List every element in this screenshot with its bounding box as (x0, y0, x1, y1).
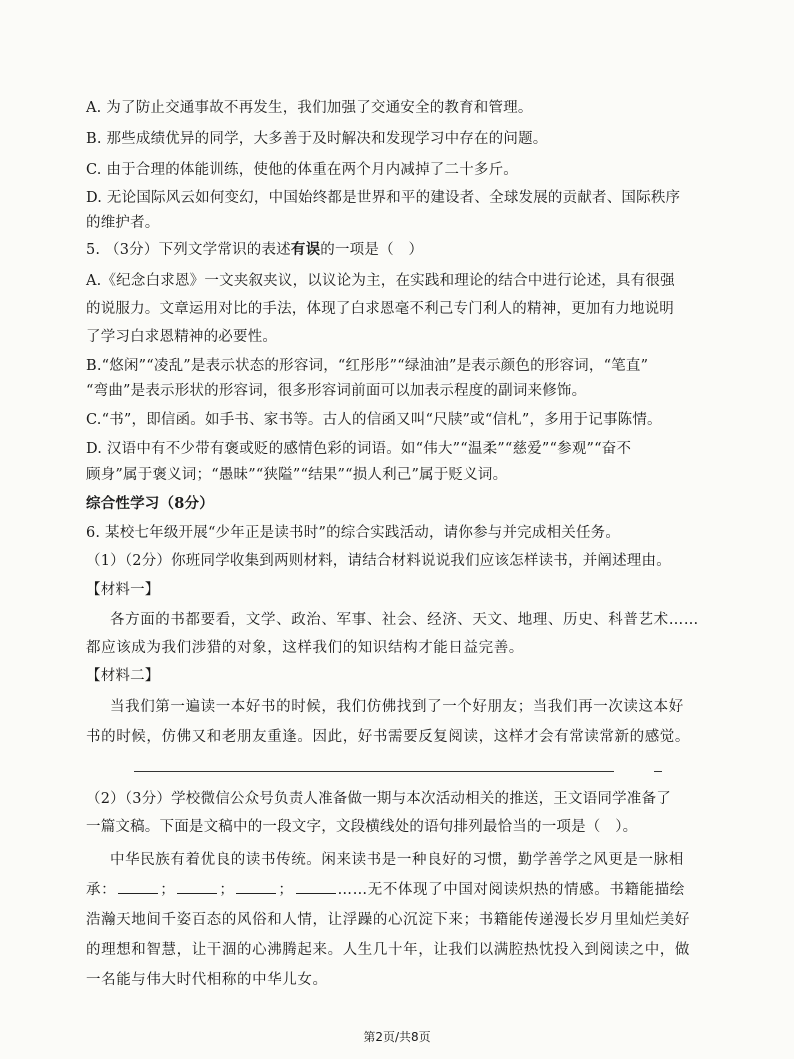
q5-line: A.《纪念白求恩》一文夹叙夹议，以议论为主，在实践和理论的结合中进行论述，具有很强 (86, 273, 675, 289)
q4-option-c: C. 由于合理的体能训练，使他的体重在两个月内减掉了二十多斤。 (86, 162, 518, 178)
q4-option-d: D. 无论国际风云如何变幻，中国始终都是世界和平的建设者、全球发展的贡献者、国际秩序 (86, 190, 681, 206)
q5-line: D. 汉语中有不少带有褒或贬的感情色彩的词语。如“伟大”“温柔”“慈爱”“参观”“奋不 (86, 441, 632, 457)
q5-line: 的说服力。文章运用对比的手法，体现了白求恩毫不利己专门利人的精神，更加有力地说明 (86, 301, 674, 317)
material1-line: 各方面的书都要看，文学、政治、军事、社会、经济、天文、地理、历史、科普艺术…… (110, 612, 699, 628)
fill-blank[interactable] (236, 881, 276, 894)
material2-line: 书的时候，仿佛又和老朋友重逢。因此，好书需要反复阅读，这样才会有常读常新的感觉。 (86, 729, 690, 745)
passage-sep: ； (160, 882, 176, 898)
q4-option-d-cont: 的维护者。 (86, 215, 160, 231)
passage-line: 中华民族有着优良的读书传统。闲来读书是一种良好的习惯，勤学善学之风更是一脉相 (110, 852, 684, 868)
passage-end: ……无不体现了中国对阅读炽热的情感。书籍能描绘 (337, 882, 685, 898)
q4-option-a: A. 为了防止交通事故不再发生，我们加强了交通安全的教育和管理。 (86, 100, 533, 116)
q5-stem-after: 的一项是（ ） (320, 242, 424, 258)
fill-blank[interactable] (118, 881, 158, 894)
passage-start: 承： (86, 882, 117, 898)
q6-intro: 6. 某校七年级开展“少年正是读书时”的综合实践活动，请你参与并完成相关任务。 (86, 525, 621, 541)
q5-line: C.“书”，即信函。如手书、家书等。古人的信函又叫“尺牍”或“信札”，多用于记事陈情。 (86, 412, 662, 428)
q4-option-b: B. 那些成绩优异的同学，大多善于及时解决和发现学习中存在的问题。 (86, 131, 548, 147)
q5-line: B.“悠闲”“凌乱”是表示状态的形容词，“红彤彤”“绿油油”是表示颜色的形容词，“笔直” (86, 358, 649, 374)
section-title: 综合性学习（8分） (86, 495, 214, 512)
material2-label: 【材料二】 (86, 668, 160, 684)
q6-part2: 一篇文稿。下面是文稿中的一段文字，文段横线处的语句排列最恰当的一项是（ ）。 (86, 819, 638, 835)
fill-blank[interactable] (296, 881, 336, 894)
material2-line: 当我们第一遍读一本好书的时候，我们仿佛找到了一个好朋友；当我们再一次读这本好 (110, 699, 684, 715)
passage-blanks-line (86, 880, 686, 900)
q6-part2: （2）（3分）学校微信公众号负责人准备做一期与本次活动相关的推送，王文语同学准备了 (86, 791, 671, 807)
answer-line[interactable] (134, 771, 614, 772)
passage-line: 一名能与伟大时代相称的中华儿女。 (86, 972, 328, 988)
q5-line: 了学习白求恩精神的必要性。 (86, 329, 278, 345)
page-number: 第2页/共8页 (363, 1030, 431, 1044)
passage-line: 浩瀚天地间千姿百态的风俗和人情，让浮躁的心沉淀下来；书籍能传递漫长岁月里灿烂美好 (86, 912, 690, 928)
material1-line: 都应该成为我们涉猎的对象，这样我们的知识结构才能日益完善。 (86, 640, 524, 656)
passage-sep: ； (278, 882, 294, 898)
q5-line: “弯曲”是表示形状的形容词，很多形容词前面可以加表示程度的副词来修饰。 (86, 383, 587, 399)
q6-part1: （1）（2分）你班同学收集到两则材料，请结合材料说说我们应该怎样读书，并阐述理由。 (86, 553, 671, 569)
q5-stem-bold: 有误 (290, 241, 321, 258)
q5-line: 顾身”属于褒义词；“愚昧”“狭隘”“结果”“损人利己”属于贬义词。 (86, 467, 508, 483)
answer-line-end (654, 771, 662, 772)
fill-blank[interactable] (177, 881, 217, 894)
q5-stem-before: 5. （3分）下列文学常识的表述 (86, 242, 291, 258)
q5-stem (86, 240, 686, 260)
material1-label: 【材料一】 (86, 582, 160, 598)
passage-line: 的理想和智慧，让干涸的心沸腾起来。人生几十年，让我们以满腔热忱投入到阅读之中，做 (86, 942, 690, 958)
passage-sep: ； (219, 882, 235, 898)
